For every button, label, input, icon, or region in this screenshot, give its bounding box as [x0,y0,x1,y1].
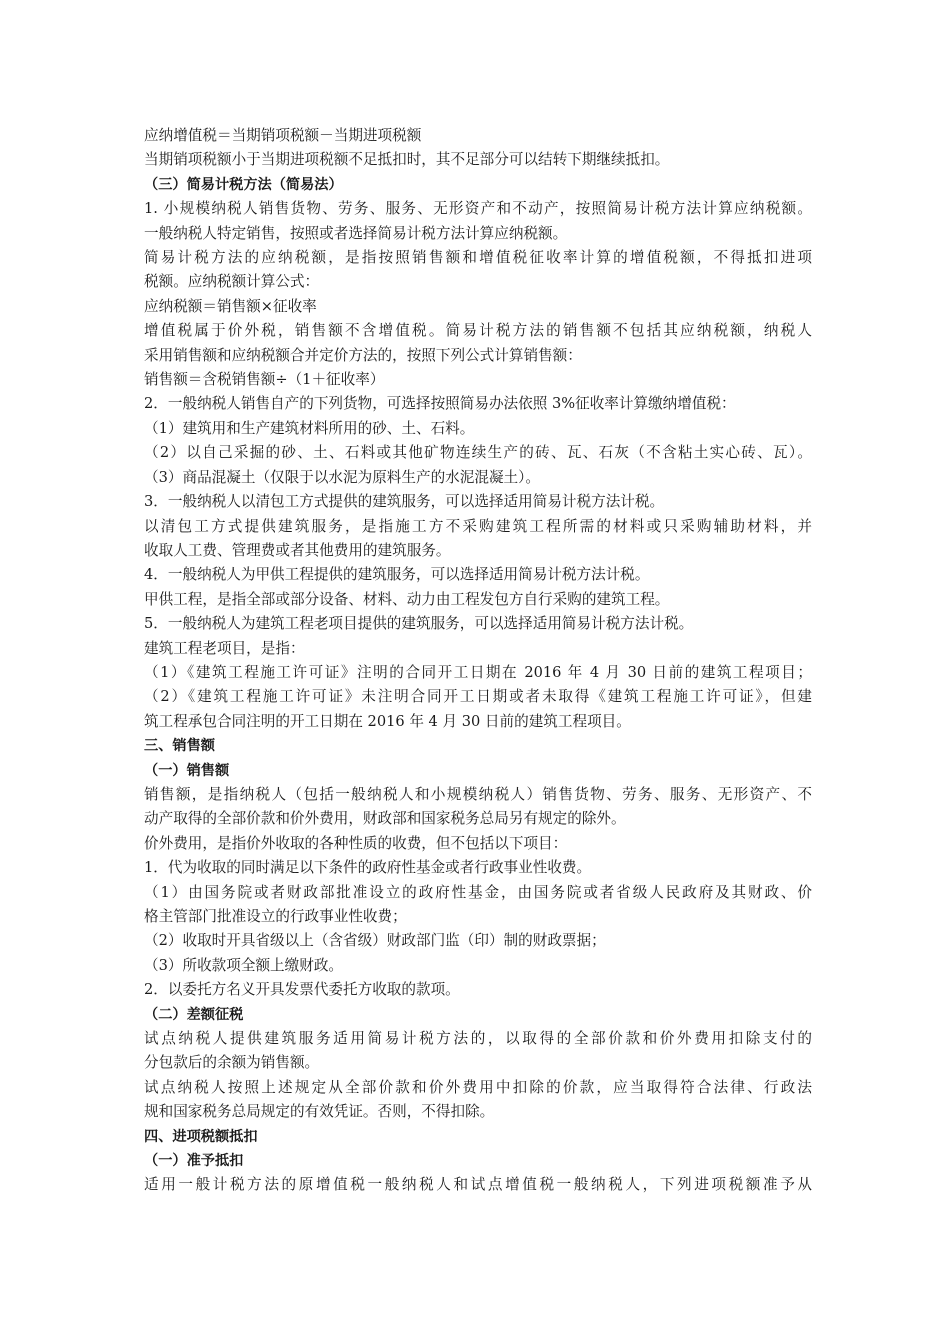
paragraph-line: （1）建筑用和生产建筑材料所用的砂、土、石料。 [144,419,475,437]
paragraph-line: 试点纳税人提供建筑服务适用简易计税方法的，以取得的全部价款和价外费用扣除支付的 [144,1030,812,1048]
paragraph-line: 简易计税方法的应纳税额，是指按照销售额和增值税征收率计算的增值税额，不得抵扣进项 [144,249,812,267]
section-heading: 四、进项税额抵扣 [144,1128,258,1145]
paragraph-line: （2）收取时开具省级以上（含省级）财政部门监（印）制的财政票据； [144,932,606,950]
section-heading: 三、销售额 [144,738,215,755]
paragraph-line: （3）商品混凝土（仅限于以水泥为原料生产的水泥混凝土）。 [144,468,541,486]
paragraph-line: （1）《建筑工程施工许可证》注明的合同开工日期在 2016 年 4 月 30 日前的建筑工程项目； [144,663,812,681]
paragraph-line: 甲供工程，是指全部或部分设备、材料、动力由工程发包方自行采购的建筑工程。 [144,590,670,608]
paragraph-line: （2）以自己采掘的砂、土、石料或其他矿物连续生产的砖、瓦、石灰（不含粘土实心砖、瓦）。 [144,444,812,462]
paragraph-line: 规和国家税务总局规定的有效凭证。否则，不得扣除。 [144,1103,495,1121]
paragraph-line: 分包款后的余额为销售额。 [144,1054,320,1072]
paragraph-line: 税额。应纳税额计算公式： [144,273,320,291]
paragraph-line: 一般纳税人特定销售，按照或者选择简易计税方法计算应纳税额。 [144,224,568,242]
section-heading: （三）简易计税方法（简易法） [144,176,343,193]
section-heading: （二）差额征税 [144,1006,244,1023]
paragraph-line: 试点纳税人按照上述规定从全部价款和价外费用中扣除的价款，应当取得符合法律、行政法 [144,1078,812,1096]
paragraph-line: 收取人工费、管理费或者其他费用的建筑服务。 [144,541,451,559]
paragraph-line: 格主管部门批准设立的行政事业性收费； [144,908,407,925]
paragraph-line: （1）由国务院或者财政部批准设立的政府性基金，由国务院或者省级人民政府及其财政、价 [144,883,812,901]
paragraph-line: 销售额，是指纳税人（包括一般纳税人和小规模纳税人）销售货物、劳务、服务、无形资产、不 [144,785,812,803]
paragraph-line: 4．一般纳税人为甲供工程提供的建筑服务，可以选择适用简易计税方法计税。 [144,566,650,584]
paragraph-line: 以清包工方式提供建筑服务，是指施工方不采购建筑工程所需的材料或只采购辅助材料，并 [144,517,812,535]
section-heading: （一）准予抵扣 [144,1153,244,1170]
paragraph-line: 动产取得的全部价款和价外费用，财政部和国家税务总局另有规定的除外。 [144,810,626,828]
paragraph-line: 3．一般纳税人以清包工方式提供的建筑服务，可以选择适用简易计税方法计税。 [144,493,665,511]
paragraph-line: 价外费用，是指价外收取的各种性质的收费，但不包括以下项目： [144,834,568,852]
paragraph-line: 适用一般计税方法的原增值税一般纳税人和试点增值税一般纳税人，下列进项税额准予从 [144,1176,812,1194]
paragraph-line: 1. 小规模纳税人销售货物、劳务、服务、无形资产和不动产，按照简易计税方法计算应纳税额。 [144,200,812,218]
paragraph-line: 2．一般纳税人销售自产的下列货物，可选择按照简易办法依照 3%征收率计算缴纳增值税： [144,395,736,413]
paragraph-line: 当期销项税额小于当期进项税额不足抵扣时，其不足部分可以结转下期继续抵扣。 [144,151,670,169]
paragraph-line: 采用销售额和应纳税额合并定价方法的，按照下列公式计算销售额： [144,346,582,364]
paragraph-line: 2．以委托方名义开具发票代委托方收取的款项。 [144,981,460,999]
paragraph-line: 1．代为收取的同时满足以下条件的政府性基金或者行政事业性收费。 [144,859,592,877]
paragraph-line: （3）所收款项全额上缴财政。 [144,956,344,974]
document-body [144,124,812,1198]
section-heading: （一）销售额 [144,762,230,779]
paragraph-line: 增值税属于价外税，销售额不含增值税。简易计税方法的销售额不包括其应纳税额，纳税人 [144,322,812,340]
paragraph-line: 5．一般纳税人为建筑工程老项目提供的建筑服务，可以选择适用简易计税方法计税。 [144,615,694,633]
paragraph-line: 建筑工程老项目，是指： [144,639,305,657]
paragraph-line: （2）《建筑工程施工许可证》未注明合同开工日期或者未取得《建筑工程施工许可证》，但建 [144,688,812,706]
paragraph-line: 销售额＝含税销售额÷（1＋征收率） [144,371,385,389]
paragraph-line: 筑工程承包合同注明的开工日期在 2016 年 4 月 30 日前的建筑工程项目。 [144,712,631,730]
paragraph-line: 应纳增值税＝当期销项税额－当期进项税额 [144,127,422,144]
paragraph-line: 应纳税额＝销售额×征收率 [144,297,317,315]
